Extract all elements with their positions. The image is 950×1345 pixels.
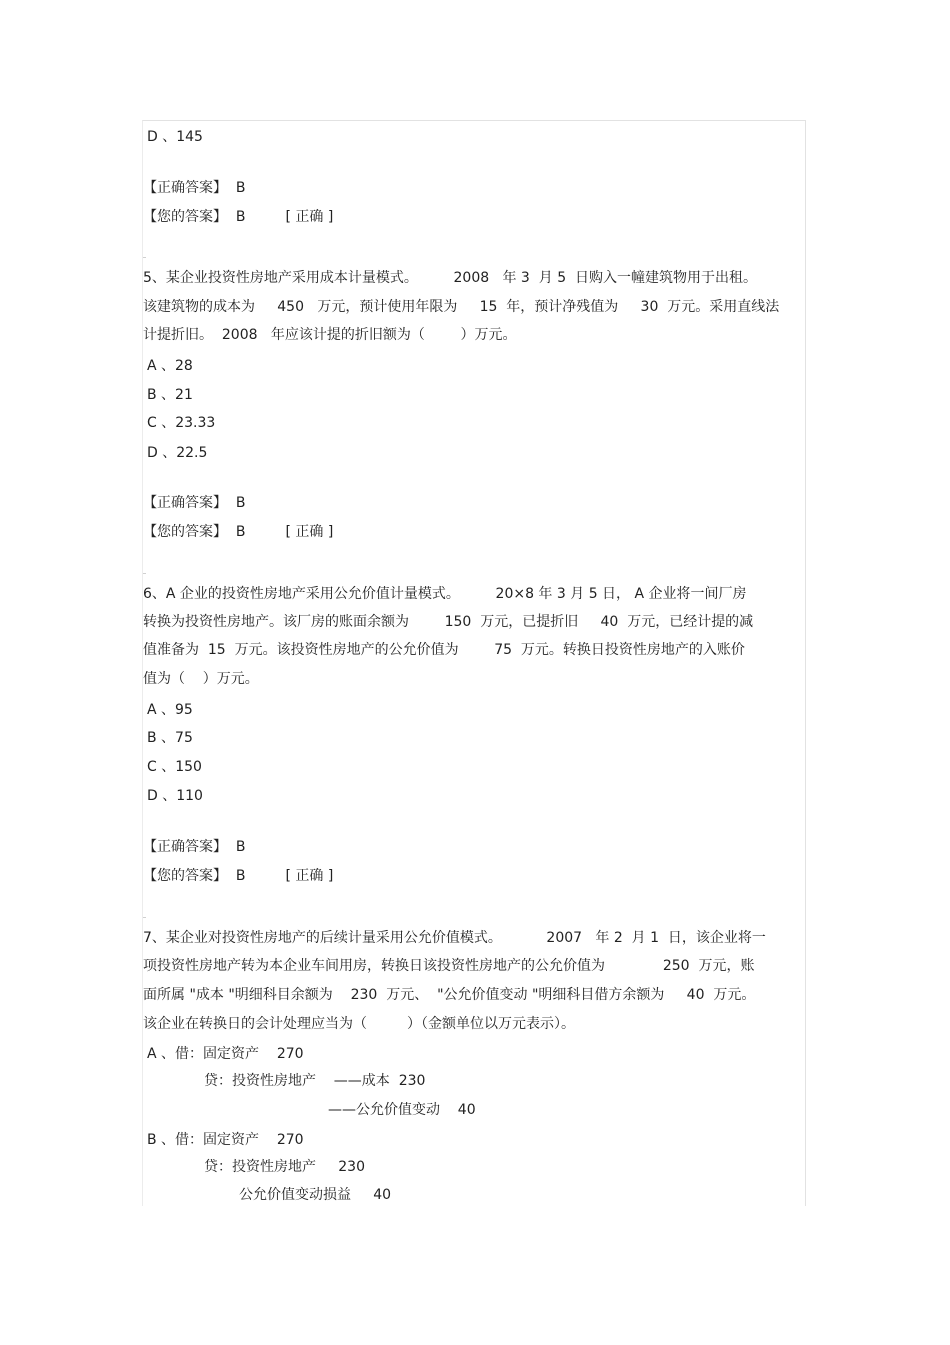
q5-status: [ 正确 ] (285, 524, 334, 540)
q6-option-b[interactable]: B 、75 (147, 730, 193, 746)
q5-option-b[interactable]: B 、21 (147, 387, 193, 403)
q7-stem-line1: 7、某企业对投资性房地产的后续计量采用公允价值模式。 2007 年 2 月 1 日，该企业将一 (143, 930, 766, 946)
q7-option-b-credit: 贷：投资性房地产 230 (204, 1159, 365, 1175)
q6-status: [ 正确 ] (285, 868, 334, 884)
q7-option-a[interactable]: A 、借：固定资产 270 (147, 1046, 304, 1062)
q5-option-c[interactable]: C 、23.33 (147, 415, 216, 431)
q7-stem-line3: 面所属 "成本 "明细科目余额为 230 万元、 "公允价值变动 "明细科目借方余额为 40 万元。 (143, 987, 756, 1003)
q7-option-a-credit-2: ——公允价值变动 40 (328, 1102, 476, 1118)
q5-your-answer: 【您的答案】 B [ 正确 ] (143, 524, 334, 540)
q6-option-c[interactable]: C 、150 (147, 759, 202, 775)
q7-stem-line2: 项投资性房地产转为本企业车间用房，转换日该投资性房地产的公允价值为 250 万元，账 (143, 958, 755, 974)
q5-stem-line2: 该建筑物的成本为 450 万元，预计使用年限为 15 年，预计净残值为 30 万元。采用直线法 (143, 299, 780, 315)
q6-stem-line4: 值为（ ）万元。 (143, 671, 259, 687)
q6-stem-line2: 转换为投资性房地产。该厂房的账面余额为 150 万元，已提折旧 40 万元，已经计提的减 (143, 614, 754, 630)
q7-stem-line4: 该企业在转换日的会计处理应当为（ ）（金额单位以万元表示）。 (143, 1016, 576, 1032)
q6-stem-line1: 6、A 企业的投资性房地产采用公允价值计量模式。 20×8 年 3 月 5 日， A 企业将一间厂房 (143, 586, 747, 602)
q6-option-a[interactable]: A 、95 (147, 702, 193, 718)
divider (143, 257, 146, 258)
q4-status: [ 正确 ] (285, 209, 334, 225)
q5-option-d[interactable]: D 、22.5 (147, 445, 208, 461)
q7-option-b-credit-2: 公允价值变动损益 40 (239, 1187, 392, 1203)
divider (143, 573, 146, 574)
q4-correct-answer: 【正确答案】 B (143, 180, 246, 196)
q5-correct-answer: 【正确答案】 B (143, 495, 246, 511)
q7-option-a-credit: 贷：投资性房地产 ——成本 230 (204, 1073, 426, 1089)
q7-option-b[interactable]: B 、借：固定资产 270 (147, 1132, 304, 1148)
q4-your-answer: 【您的答案】 B [ 正确 ] (143, 209, 334, 225)
q6-stem-line3: 值准备为 15 万元。该投资性房地产的公允价值为 75 万元。转换日投资性房地产的入账价 (143, 642, 745, 658)
q5-stem-line3: 计提折旧。 2008 年应该计提的折旧额为（ ）万元。 (143, 327, 517, 343)
q5-stem-line1: 5、某企业投资性房地产采用成本计量模式。 2008 年 3 月 5 日购入一幢建筑物用于出租。 (143, 270, 758, 286)
q5-option-a[interactable]: A 、28 (147, 358, 193, 374)
q6-option-d[interactable]: D 、110 (147, 788, 203, 804)
q6-your-answer: 【您的答案】 B [ 正确 ] (143, 868, 334, 884)
q4-option-d: D 、145 (147, 129, 203, 145)
q6-correct-answer: 【正确答案】 B (143, 839, 246, 855)
divider (143, 917, 146, 918)
